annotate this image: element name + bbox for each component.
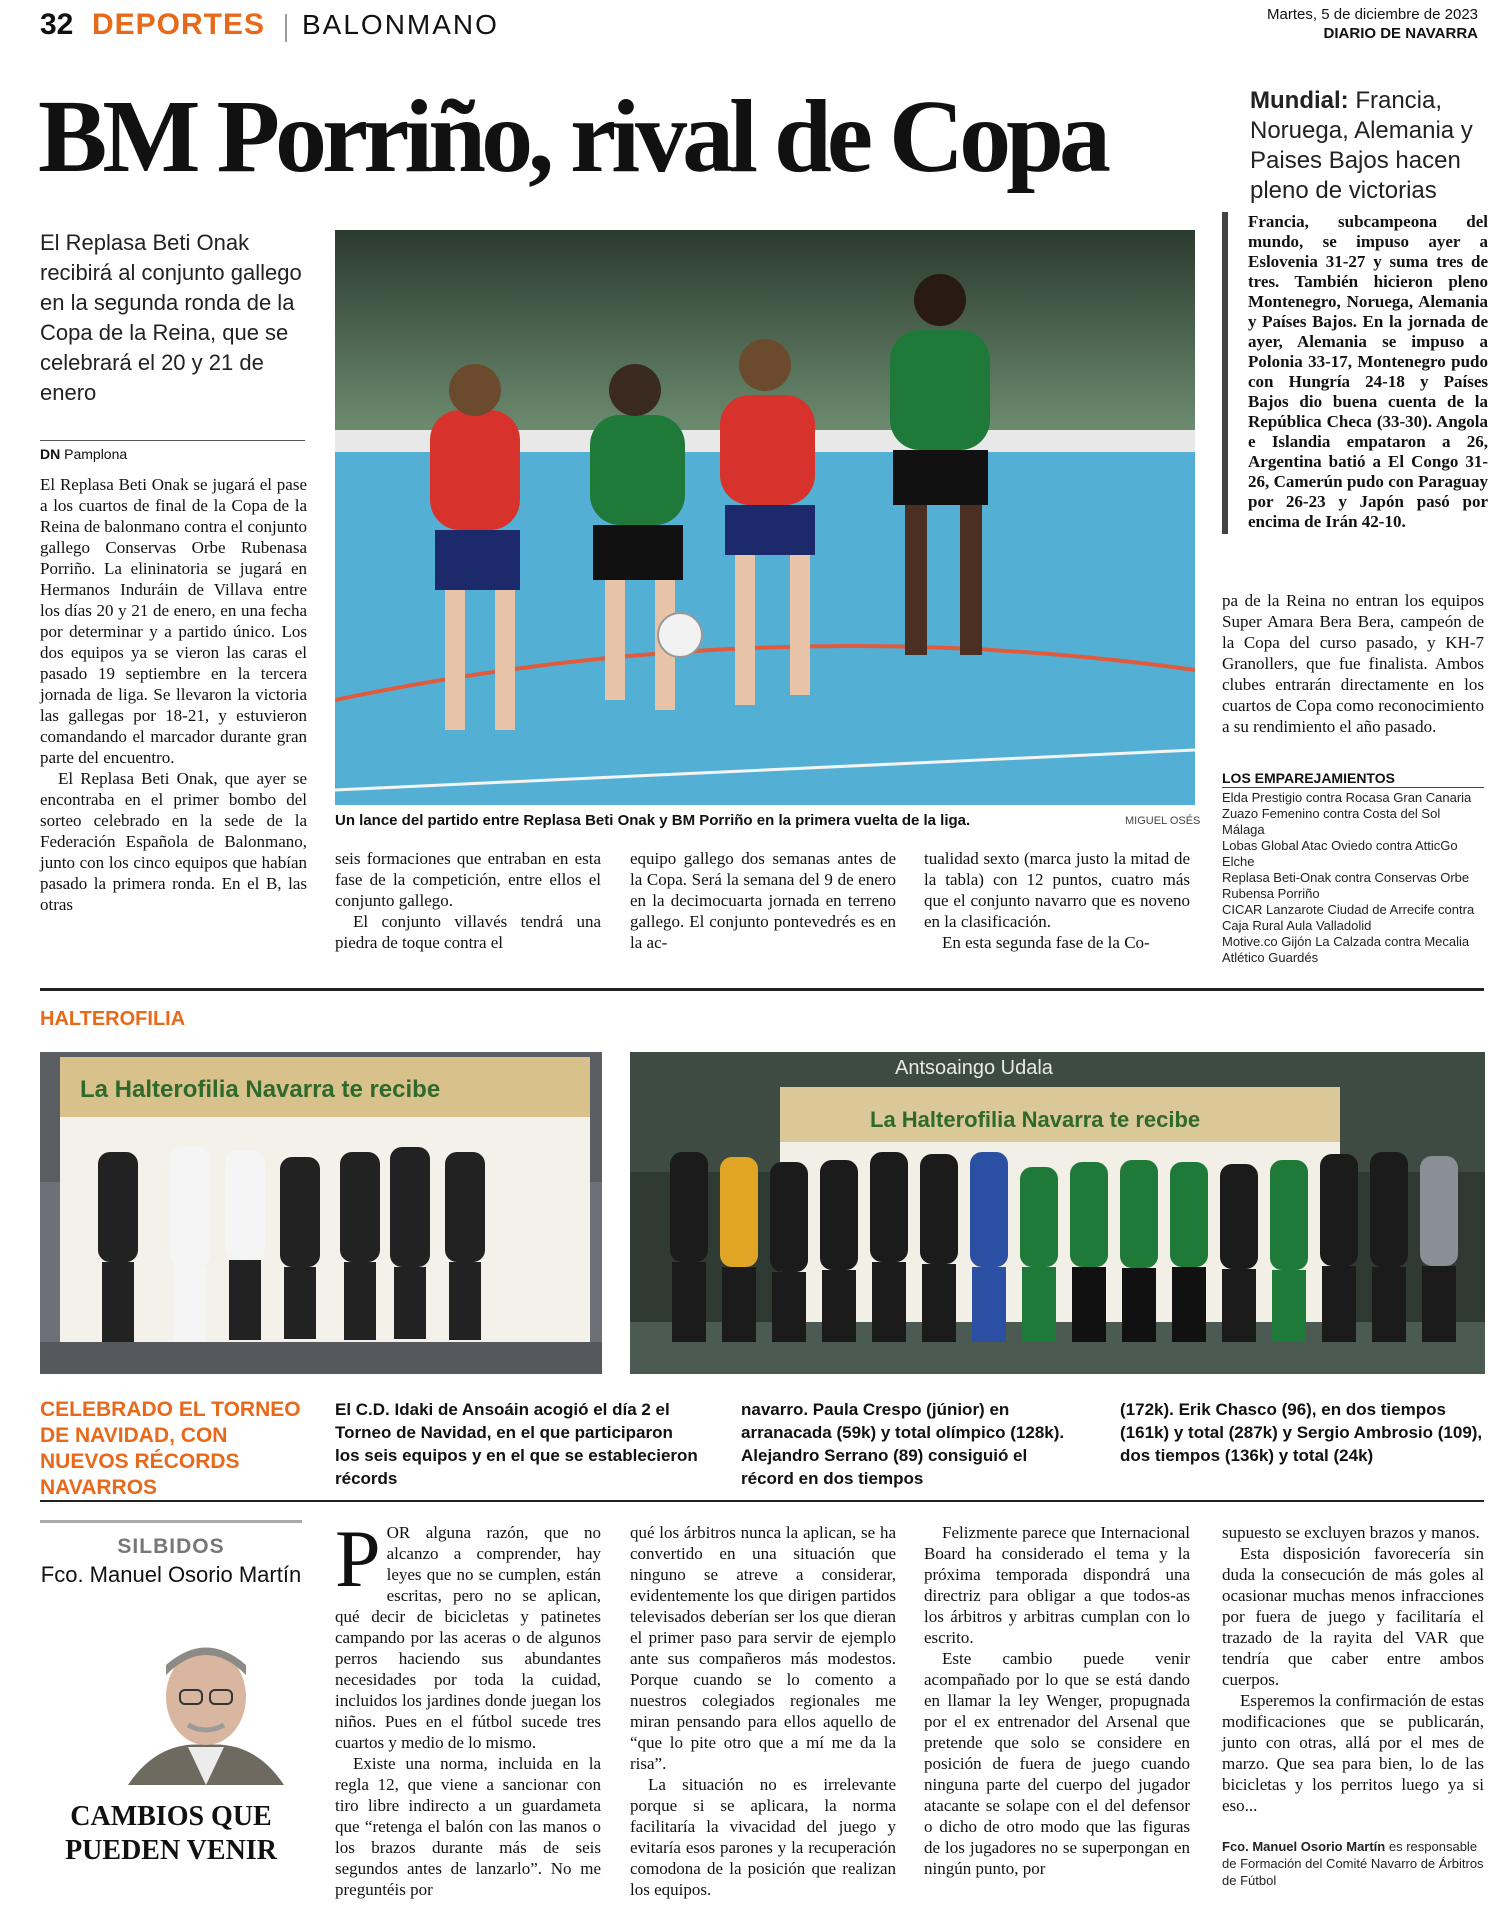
weightlifting-group-photo	[630, 1052, 1485, 1374]
article-column-4	[924, 848, 1190, 953]
sidebar-bar	[1222, 212, 1228, 534]
opinion-section-title: SILBIDOS	[117, 1535, 225, 1558]
opinion-column-4	[1222, 1522, 1484, 1816]
sidebar-title	[1250, 86, 1490, 206]
byline-org: DN	[40, 446, 61, 462]
opinion-paragraph: qué los árbitros nunca la aplican, se ha convertido en una situación que ninguno se atreve a considerar, evidentemente los que dirigen partidos televisados deberían ser los que dieran el primer paso para servir de ejemplo ante sus compañeros más modestos. Porque cuando se lo comento a nuestros colegiados regionales me miran pensando para ellos aquello de “que lo pite otro que a mí me da la risa”.	[630, 1523, 896, 1773]
article-column-1	[40, 474, 307, 915]
opinion-paragraph: Este cambio puede venir acompañado por lo que se está dando en llamar la ley Wenger, propugnada por el ex entrenador del Arsenal que pretende que solo se considere en posición de fuera de juego cuando ninguna parte del cuerpo del jugador atacante se solape con el del defensor o dicho de otro modo que las figuras de los jugadores no se superpongan en ningún punto, por	[924, 1649, 1190, 1878]
section-title: DEPORTES	[92, 8, 266, 41]
opinion-paragraph: Esta disposición favorecería sin duda la consecución de más goles al ocasionar muchas menos infracciones por fuera de juego y facilitaría el trazado de la rayita del VAR que tendría que caber entre ambos cuerpos.	[1222, 1544, 1484, 1689]
issue-date: Martes, 5 de diciembre de 2023	[1267, 6, 1478, 23]
opinion-paragraph-text: OR alguna razón, que no alcanzo a comprender, hay leyes que no se cumplen, están escritas, pero no se aplican, qué decir de bicicletas y patinetes campando por las aceras o de algunos perros haciendo sus abundantes necesidades por toda la cuidad, incluidos los jardines donde juegan los niños. Pues en el fútbol sucede tres cuartos y medio de lo mismo.	[335, 1523, 601, 1752]
opinion-paragraph	[335, 1513, 601, 1753]
photo-caption: Un lance del partido entre Replasa Beti Onak y BM Porriño en la primera vuelta de la liga.	[335, 812, 971, 829]
sidebar-body: Francia, subcampeona del mundo, se impuso ayer a Eslovenia 31-27 y suma tres de tres. También hicieron pleno Montenegro, Noruega, Alemania y Países Bajos. En la jornada de ayer, Alemania se impuso a Polonia 33-17, Montenegro pudo con Hungría 24-18 y Países Bajos dio buena cuenta de la República Checa (33-30). Angola e Islandia empataron a 26, Argentina batió a El Congo 31-26, Camerún pudo con Paraguay por 26-23 y Japón pasó por encima de Irán 42-10.	[1248, 212, 1488, 531]
banner-text: La Halterofilia Navarra te recibe	[80, 1076, 441, 1103]
opinion-paragraph: supuesto se excluyen brazos y manos.	[1222, 1523, 1480, 1542]
byline-rule	[40, 440, 305, 441]
pairing-item: Motive.co Gijón La Calzada contra Mecalia Atlético Guardés	[1222, 934, 1470, 965]
banner-text: La Halterofilia Navarra te recibe	[870, 1107, 1201, 1132]
section-separator	[40, 988, 1484, 991]
weightlifting-section-title: HALTEROFILIA	[40, 1008, 186, 1030]
article-paragraph: El Replasa Beti Onak, que ayer se encontraba en el primer bombo del sorteo celebrado en la sede de la Federación Española de Balonmano, junto con los cinco equipos que habían pasado la primera ronda. En el B, las otras	[40, 769, 307, 914]
signature-rest: es responsable de Formación del Comité Navarro de Árbitros de Fútbol	[1222, 1839, 1484, 1888]
byline	[40, 446, 127, 462]
article-lead: El Replasa Beti Onak recibirá al conjunto gallego en la segunda ronda de la Copa de la Reina, que se celebrará el 20 y 21 de enero	[40, 230, 302, 405]
venue-sign-text: Antsoaingo Udala	[895, 1057, 1053, 1079]
pairing-item: Elda Prestigio contra Rocasa Gran Canaria	[1222, 790, 1472, 805]
opinion-paragraph: Felizmente parece que Internacional Board ha considerado el tema y la próxima temporada dispondrá una directriz para obligar a que todos-as los árbitros y arbitras cumplan con lo escrito.	[924, 1523, 1190, 1647]
opinion-column-3	[924, 1522, 1190, 1879]
newspaper-name: DIARIO DE NAVARRA	[1323, 25, 1478, 42]
article-paragraph: equipo gallego dos semanas antes de la Copa. Será la semana del 9 de enero en la decimocuarta jornada en terreno gallego. El conjunto pontevedrés es en la ac-	[630, 849, 896, 952]
weightlifting-body-2: navarro. Paula Crespo (júnior) en arranacada (59k) y total olímpico (128k). Alejandro Serrano (89) consiguió el récord en dos tiempos	[741, 1400, 1065, 1488]
pairing-item: Lobas Global Atac Oviedo contra AtticGo Elche	[1222, 838, 1458, 869]
article-column-5	[1222, 590, 1484, 737]
article-paragraph: El conjunto villavés tendrá una piedra de toque contra el	[335, 912, 601, 952]
opinion-column-1	[335, 1513, 601, 1900]
author-signature	[1222, 1838, 1484, 1889]
pairing-item: Replasa Beti-Onak contra Conservas Orbe Rubensa Porriño	[1222, 870, 1470, 901]
weightlifting-women-photo	[40, 1052, 602, 1374]
article-paragraph: En esta segunda fase de la Co-	[942, 933, 1150, 952]
pairing-item: Zuazo Femenino contra Costa del Sol Málaga	[1222, 806, 1441, 837]
sidebar-title-rest: Francia, Noruega, Alemania y Paises Bajos hacen pleno de victorias	[1250, 87, 1473, 204]
section-separator	[40, 1500, 1484, 1502]
article-paragraph: El Replasa Beti Onak se jugará el pase a los cuartos de final de la Copa de la Reina de balonmano contra el conjunto gallego Conservas Orbe Rubenasa Porriño. La elininatoria se jugará en Hermanos Induráin de Villava entre los días 20 y 21 de enero, en una fecha por determinar y a partido único. Los dos equipos ya se vieron las caras el pasado 19 septiembre en la tercera jornada de liga. Se llevaron la victoria las gallegas por 18-21, y estuvieron comandando el marcador durante gran parte del encuentro.	[40, 475, 307, 767]
photo-credit: MIGUEL OSÉS	[1125, 815, 1201, 827]
author-portrait	[118, 1635, 294, 1785]
page-number: 32	[40, 8, 74, 41]
byline-place: Pamplona	[64, 446, 128, 462]
subsection-title: BALONMANO	[302, 9, 499, 40]
pairings-title: LOS EMPAREJAMIENTOS	[1222, 770, 1395, 786]
opinion-column-2	[630, 1522, 896, 1900]
drop-cap: P	[335, 1513, 381, 1604]
article-headline: BM Porriño, rival de Copa	[38, 79, 1107, 194]
article-column-3	[630, 848, 896, 953]
opinion-box-rule	[40, 1520, 302, 1523]
opinion-paragraph: Existe una norma, incluida en la regla 12, que viene a sancionar con tiro libre indirecto a un guardameta que “retenga el balón con las manos o los brazos durante más de seis segundos antes de lanzarlo”. No me preguntéis por	[335, 1754, 601, 1899]
pairings-rule	[1222, 787, 1484, 788]
weightlifting-headline: CELEBRADO EL TORNEO DE NAVIDAD, CON NUEVOS RÉCORDS NAVARROS	[40, 1398, 301, 1499]
opinion-headline: CAMBIOS QUE PUEDEN VENIR	[65, 1801, 277, 1866]
article-paragraph: tualidad sexto (marca justo la mitad de la tabla) con 12 puntos, cuatro más que el conjunto navarro que es noveno en la clasificación.	[924, 849, 1190, 931]
article-column-2	[335, 848, 601, 953]
pairing-item: CICAR Lanzarote Ciudad de Arrecife contra Caja Rural Aula Valladolid	[1222, 902, 1475, 933]
pairings-list	[1222, 790, 1484, 966]
opinion-paragraph: La situación no es irrelevante porque si se aplicara, la norma facilitaría la vivacidad del juego y evitaría esos parones y la recuperación comodona de la posición que realizan los equipos.	[630, 1775, 896, 1899]
article-paragraph: pa de la Reina no entran los equipos Super Amara Bera Bera, campeón de la Copa del curso pasado, y KH-7 Granollers, que fue finalista. Ambos clubes entrarán directamente en los cuartos de Copa como reconocimiento a su rendimiento el año pasado.	[1222, 591, 1484, 736]
handball-photo	[335, 230, 1195, 805]
header-divider	[285, 14, 287, 42]
opinion-author: Fco. Manuel Osorio Martín	[40, 1562, 302, 1587]
weightlifting-body-3: (172k). Erik Chasco (96), en dos tiempos (161k) y total (287k) y Sergio Ambrosio (109), dos tiempos (136k) y total (24k)	[1120, 1400, 1483, 1465]
sidebar-title-bold: Mundial:	[1250, 87, 1349, 114]
signature-name: Fco. Manuel Osorio Martín	[1222, 1839, 1386, 1854]
weightlifting-body-1: El C.D. Idaki de Ansoáin acogió el día 2 el Torneo de Navidad, en el que participaron los seis equipos y en el que se establecieron récords	[335, 1400, 698, 1488]
opinion-paragraph: Esperemos la confirmación de estas modificaciones que se publicarán, junto con otras, allá por el mes de marzo. Que sea para bien, lo de las bicicletas y los perritos luego ya si eso...	[1222, 1691, 1484, 1815]
article-paragraph: seis formaciones que entraban en esta fase de la competición, entre ellos el conjunto gallego.	[335, 849, 601, 910]
